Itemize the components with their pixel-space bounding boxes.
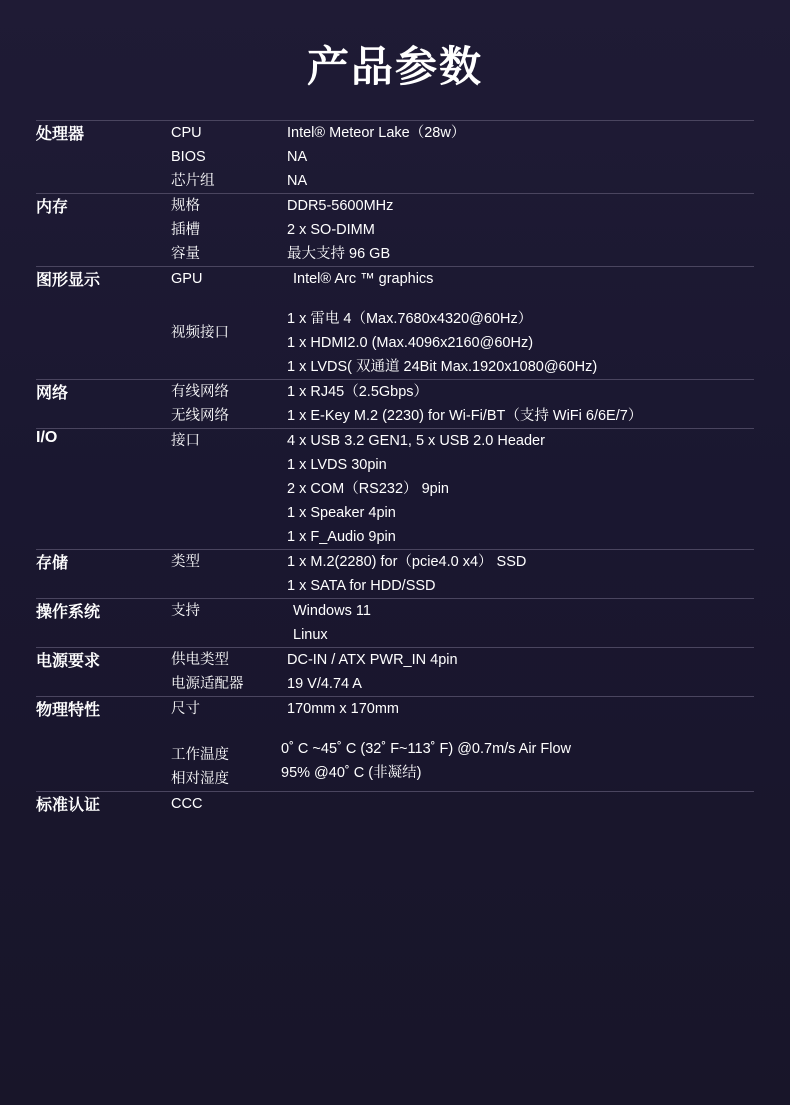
spec-value: 4 x USB 3.2 GEN1, 5 x USB 2.0 Header [287,433,545,449]
spec-value: Windows 11 [293,603,371,619]
spec-label-group [171,267,281,380]
table-row [36,429,754,550]
spec-label-group [171,697,281,792]
spec-value: Linux [293,627,328,643]
spec-label: 接口 [171,433,200,449]
spec-label-group [171,648,281,697]
category-label: 操作系统 [36,599,171,648]
spec-label: 无线网络 [171,408,229,424]
category-label: I/O [36,429,171,550]
spec-value: DDR5-5600MHz [287,198,394,214]
spec-label-group [171,550,281,599]
spec-value-group [281,194,754,267]
spec-label: GPU [171,271,203,287]
spec-label: CCC [171,796,203,812]
spec-value: 1 x F_Audio 9pin [287,529,396,545]
spec-value: 1 x Speaker 4pin [287,505,396,521]
spec-label-group [171,121,281,194]
spec-value: 1 x M.2(2280) for（pcie4.0 x4） SSD [287,554,527,570]
spec-label: 视频接口 [171,325,229,341]
table-row [36,697,754,792]
spec-value-group [281,267,754,380]
spec-value: 1 x LVDS 30pin [287,457,387,473]
table-row [36,380,754,429]
spec-value: 1 x 雷电 4（Max.7680x4320@60Hz） [287,311,533,327]
spec-label: BIOS [171,149,206,165]
spec-label: 芯片组 [171,173,215,189]
table-row [36,194,754,267]
spec-value: 1 x SATA for HDD/SSD [287,578,436,594]
spec-value: 最大支持 96 GB [287,246,391,262]
spec-value-group [281,550,754,599]
table-row [36,792,754,817]
table-row [36,267,754,380]
spec-value: NA [287,173,308,189]
spec-label-group [171,792,281,817]
spec-value-group [281,697,754,792]
spec-value: DC-IN / ATX PWR_IN 4pin [287,652,458,668]
spec-value-group [281,792,754,817]
spec-label: 容量 [171,246,200,262]
category-label: 内存 [36,194,171,267]
spec-value: 0˚ C ~45˚ C (32˚ F~113˚ F) @0.7m/s Air Flow [281,741,572,757]
category-label: 电源要求 [36,648,171,697]
spec-value: 2 x COM（RS232） 9pin [287,481,449,497]
spec-label: CPU [171,125,202,141]
spec-value-group [281,648,754,697]
spec-label-group [171,429,281,550]
spec-value: Intel® Arc ™ graphics [293,271,434,287]
spec-label: 尺寸 [171,701,200,717]
table-row [36,121,754,194]
spec-value: 2 x SO-DIMM [287,222,375,238]
spec-value: 170mm x 170mm [287,701,400,717]
spec-value-group [281,380,754,429]
spec-value-group [281,121,754,194]
spec-label: 规格 [171,198,200,214]
table-row [36,599,754,648]
category-label: 存储 [36,550,171,599]
spec-label-group [171,599,281,648]
spec-label-group [171,380,281,429]
table-row [36,648,754,697]
spec-value: 1 x LVDS( 双通道 24Bit Max.1920x1080@60Hz) [287,359,598,375]
spec-value: Intel® Meteor Lake（28w） [287,125,466,141]
spec-label: 相对湿度 [171,771,229,787]
table-row [36,550,754,599]
category-label: 处理器 [36,121,171,194]
category-label: 标准认证 [36,792,171,817]
spec-value: 19 V/4.74 A [287,676,362,692]
spec-value: 1 x RJ45（2.5Gbps） [287,384,429,400]
spec-label: 类型 [171,554,200,570]
category-label: 物理特性 [36,697,171,792]
spec-label: 供电类型 [171,652,229,668]
spec-label-group [171,194,281,267]
specifications-table [36,120,754,816]
spec-label: 插槽 [171,222,200,238]
spec-value-group [281,599,754,648]
spec-label: 有线网络 [171,384,229,400]
spec-value: NA [287,149,308,165]
category-label: 网络 [36,380,171,429]
category-label: 图形显示 [36,267,171,380]
spec-label: 工作温度 [171,747,229,763]
spec-value: 1 x E-Key M.2 (2230) for Wi-Fi/BT（支持 WiFi 6/6E/7） [287,408,643,424]
spec-label: 电源适配器 [171,676,244,692]
spec-value-group [281,429,754,550]
spec-label: 支持 [171,603,200,619]
spec-value: 95% @40˚ C (非凝结) [281,765,422,781]
page-title: 产品参数 [306,43,483,90]
spec-value: 1 x HDMI2.0 (Max.4096x2160@60Hz) [287,335,534,351]
